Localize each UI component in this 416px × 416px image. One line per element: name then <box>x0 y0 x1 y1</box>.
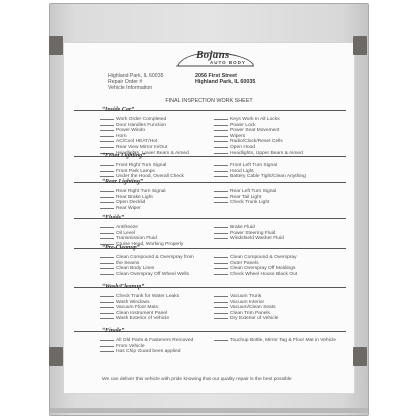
checkbox-blank[interactable] <box>100 198 114 203</box>
checklist-item-right <box>214 314 278 322</box>
checklist-item-label: Wipers <box>230 133 246 139</box>
checklist-item-label: Transmission Fluid <box>116 236 157 242</box>
checklist-item-label: Clean Instrument Panel <box>116 310 168 316</box>
section-title: “Pre-Cleanup” <box>102 245 140 251</box>
checkbox-blank[interactable] <box>100 234 114 239</box>
sleeve-reinforcement-tab <box>49 347 63 366</box>
checkbox-blank[interactable] <box>100 309 114 314</box>
checkbox-blank[interactable] <box>100 314 114 319</box>
checkbox-blank[interactable] <box>214 149 228 154</box>
checkbox-blank[interactable] <box>100 292 114 297</box>
checkbox-blank[interactable] <box>214 132 228 137</box>
checkbox-blank[interactable] <box>100 347 114 352</box>
checkbox-blank[interactable] <box>214 298 228 303</box>
checklist-item-label: Front Park Lamps <box>116 168 155 174</box>
checklist-item-label: Outer Panels <box>230 260 259 266</box>
checkbox-blank[interactable] <box>100 143 114 148</box>
checkbox-blank[interactable] <box>100 229 114 234</box>
address-street: 2056 First Street <box>195 73 237 79</box>
checklist-item-label: Vacuum Floor Mats <box>116 305 159 311</box>
checkbox-blank[interactable] <box>214 198 228 203</box>
checkbox-blank[interactable] <box>214 292 228 297</box>
checklist-item-label: All Old Parts & Fasteners Removed <box>116 338 194 343</box>
checklist-item-label: Work Order Completed <box>116 117 167 122</box>
checklist-item-label: Rear Right Turn Signal <box>116 189 166 194</box>
checklist-item-left <box>100 314 169 322</box>
checkbox-blank[interactable] <box>100 193 114 198</box>
checklist-item-left <box>100 347 180 355</box>
checklist-item-label: Brake Fluid <box>230 225 255 230</box>
section-title: “Finale” <box>102 328 125 334</box>
checklist-item-label: Power Steering Fluid <box>230 230 276 236</box>
checklist-item-label: Rear Wiper <box>116 205 141 211</box>
checkbox-blank[interactable] <box>214 187 228 192</box>
checklist-item-label: Rear View Mirror In/Out <box>116 145 168 150</box>
checklist-item-label: Windshield Washer Fluid <box>230 236 284 242</box>
checkbox-blank[interactable] <box>100 126 114 131</box>
brand-subtitle: AUTO BODY <box>210 60 246 65</box>
checklist-item-label: Wash Windows <box>116 299 150 305</box>
header-vehicle-info: Vehicle Information <box>108 85 153 92</box>
checkbox-blank[interactable] <box>100 253 114 258</box>
brand-name: Bojans <box>196 49 230 61</box>
checkbox-blank[interactable] <box>100 303 114 308</box>
checkbox-blank[interactable] <box>100 161 114 166</box>
checklist-item-right <box>214 336 336 344</box>
checkbox-blank[interactable] <box>214 172 228 177</box>
checklist-item-label: Clean Compound & Overspray <box>230 255 297 260</box>
checkbox-blank[interactable] <box>100 223 114 228</box>
checklist-item-label: Clean Overspray Off Moldings <box>230 266 296 272</box>
checkbox-blank[interactable] <box>100 259 114 264</box>
checklist-item-label: Cruise Head, Working Properly <box>116 241 184 247</box>
checkbox-blank[interactable] <box>214 229 228 234</box>
sleeve-bottom-edge <box>50 408 368 413</box>
checkbox-blank[interactable] <box>214 193 228 198</box>
checkbox-blank[interactable] <box>214 167 228 172</box>
section-title: “Rear Lighting” <box>102 179 143 185</box>
checkbox-blank[interactable] <box>214 336 228 341</box>
inspection-sheet <box>63 42 355 394</box>
checklist-item-label: Vacuum Trunk <box>230 294 262 299</box>
checklist-item-label: Keys Work In All Locks <box>230 117 280 122</box>
checkbox-blank[interactable] <box>100 270 114 275</box>
checklist-item-label: Clean Overspray Off Wheel Wells <box>116 271 189 277</box>
checklist-item-label: Check Trunk for Water Leaks <box>116 294 180 299</box>
checklist-item-label: Touchup Bottle, Mirror Tag & Floor Mat in Vehicle <box>230 338 336 343</box>
checklist-item-right <box>214 234 284 242</box>
checkbox-blank[interactable] <box>214 270 228 275</box>
header-city: Highland Park, IL 60035 <box>108 73 164 79</box>
footer-statement: We can deliver this vehicle with pride knowing that our quality repair is the best possible <box>102 377 292 382</box>
checkbox-blank[interactable] <box>214 234 228 239</box>
checklist-item-label: Wash Exterior of Vehicle <box>116 316 170 322</box>
checkbox-blank[interactable] <box>100 342 114 347</box>
checklist-item-left <box>100 204 141 212</box>
checklist-item-label: Battery Cable Tight/Clean Anything <box>230 174 306 180</box>
checkbox-blank[interactable] <box>214 264 228 269</box>
checklist-item-label: Hood Light <box>230 168 254 174</box>
checklist-item-label: Door Handles Function <box>116 122 167 128</box>
checklist-item-label: AC/Cool HEAT/Hot <box>116 139 158 145</box>
checkbox-blank[interactable] <box>214 161 228 166</box>
sleeve-reinforcement-tab <box>353 36 367 55</box>
checkbox-blank[interactable] <box>214 126 228 131</box>
checkbox-blank[interactable] <box>214 115 228 120</box>
checkbox-blank[interactable] <box>214 137 228 142</box>
checkbox-blank[interactable] <box>214 143 228 148</box>
checkbox-blank[interactable] <box>214 259 228 264</box>
checkbox-blank[interactable] <box>214 223 228 228</box>
checkbox-blank[interactable] <box>100 132 114 137</box>
section-title: “Inside Car” <box>102 107 135 113</box>
checklist-item-label: Under the Hood, Overall Check <box>116 174 184 180</box>
section-title: “Wash/Cleanup” <box>102 284 145 290</box>
section-title: “Front Lighting” <box>102 153 146 159</box>
checklist-item-label: Antifreeze <box>116 225 139 230</box>
checkbox-blank[interactable] <box>214 253 228 258</box>
checklist-item-label: Power Windo <box>116 128 146 134</box>
checklist-item-label: Clean Trim Panels <box>230 310 270 316</box>
checklist-item-label: Check Wheel House Black Out <box>230 271 298 277</box>
section-title: “Fluids” <box>102 215 125 221</box>
checklist-item-label: Check Trunk Light <box>230 200 270 206</box>
checkbox-blank[interactable] <box>214 314 228 319</box>
header-left-info <box>108 73 163 92</box>
checkbox-blank[interactable] <box>214 309 228 314</box>
checklist-item-label: Clean Body Lines <box>116 266 155 272</box>
shop-address <box>195 73 255 86</box>
checkbox-blank[interactable] <box>100 264 114 269</box>
checklist-item-label: Vacuum/Clean Seats <box>230 305 276 311</box>
checklist-item-label: Open Hood <box>230 145 256 150</box>
checklist-item-label: Radio/Clock/Reset Cells <box>230 139 283 145</box>
checklist-item-right <box>214 270 297 278</box>
address-city: Highland Park, IL 60035 <box>195 79 256 86</box>
checklist-item-label: Rear Left Turn Signal <box>230 189 277 194</box>
checklist-item-label: From Vehicle <box>116 343 145 349</box>
sleeve-reinforcement-tab <box>49 36 63 55</box>
checklist-item-label: Horn <box>116 133 127 139</box>
sleeve-reinforcement-tab <box>353 347 367 366</box>
checklist-item-label: Clean Compound & Overspray from <box>116 255 194 260</box>
checkbox-blank[interactable] <box>100 172 114 177</box>
checkbox-blank[interactable] <box>214 303 228 308</box>
checklist-item-label: Vacuum Interior <box>230 299 265 305</box>
checkbox-blank[interactable] <box>100 137 114 142</box>
header-repair-order: Repair Order # <box>108 79 143 86</box>
checkbox-blank[interactable] <box>100 115 114 120</box>
checkbox-blank[interactable] <box>100 298 114 303</box>
checklist-item-label: Rear Brake Light <box>116 194 153 200</box>
checklist-item-label: Rear Tail Light <box>230 194 262 200</box>
checklist-item-label: the Seams <box>116 260 140 266</box>
checklist-item-label: Front Right Turn Signal <box>116 163 167 168</box>
checkbox-blank[interactable] <box>214 121 228 126</box>
checklist-item-label: Dry Exterior of Vehicle <box>230 316 279 322</box>
checklist-item-label: Power Lock <box>230 122 256 128</box>
checkbox-blank[interactable] <box>100 336 114 341</box>
checklist-item-label: Headlights, Upper Beam & Aimed <box>230 150 303 156</box>
checklist-item-label: Has Chip Guard been applied <box>116 349 181 355</box>
checklist-item-label: Front Left Turn Signal <box>230 163 278 168</box>
checklist-item-label: Power Seat Movement <box>230 128 280 134</box>
checklist-item-right <box>214 172 306 180</box>
worksheet-title: FINAL INSPECTION WORK SHEET <box>165 98 253 104</box>
checklist-item-label: Open Decklid <box>116 200 146 206</box>
checklist-item-label: Oil Level <box>116 230 136 236</box>
checklist-item-label: Headlights, Lower Beam & Aimed <box>116 150 189 156</box>
checklist-item-right <box>214 198 269 206</box>
checkbox-blank[interactable] <box>100 167 114 172</box>
checkbox-blank[interactable] <box>100 121 114 126</box>
checklist-item-left <box>100 270 189 278</box>
checkbox-blank[interactable] <box>100 187 114 192</box>
checkbox-blank[interactable] <box>100 204 114 209</box>
